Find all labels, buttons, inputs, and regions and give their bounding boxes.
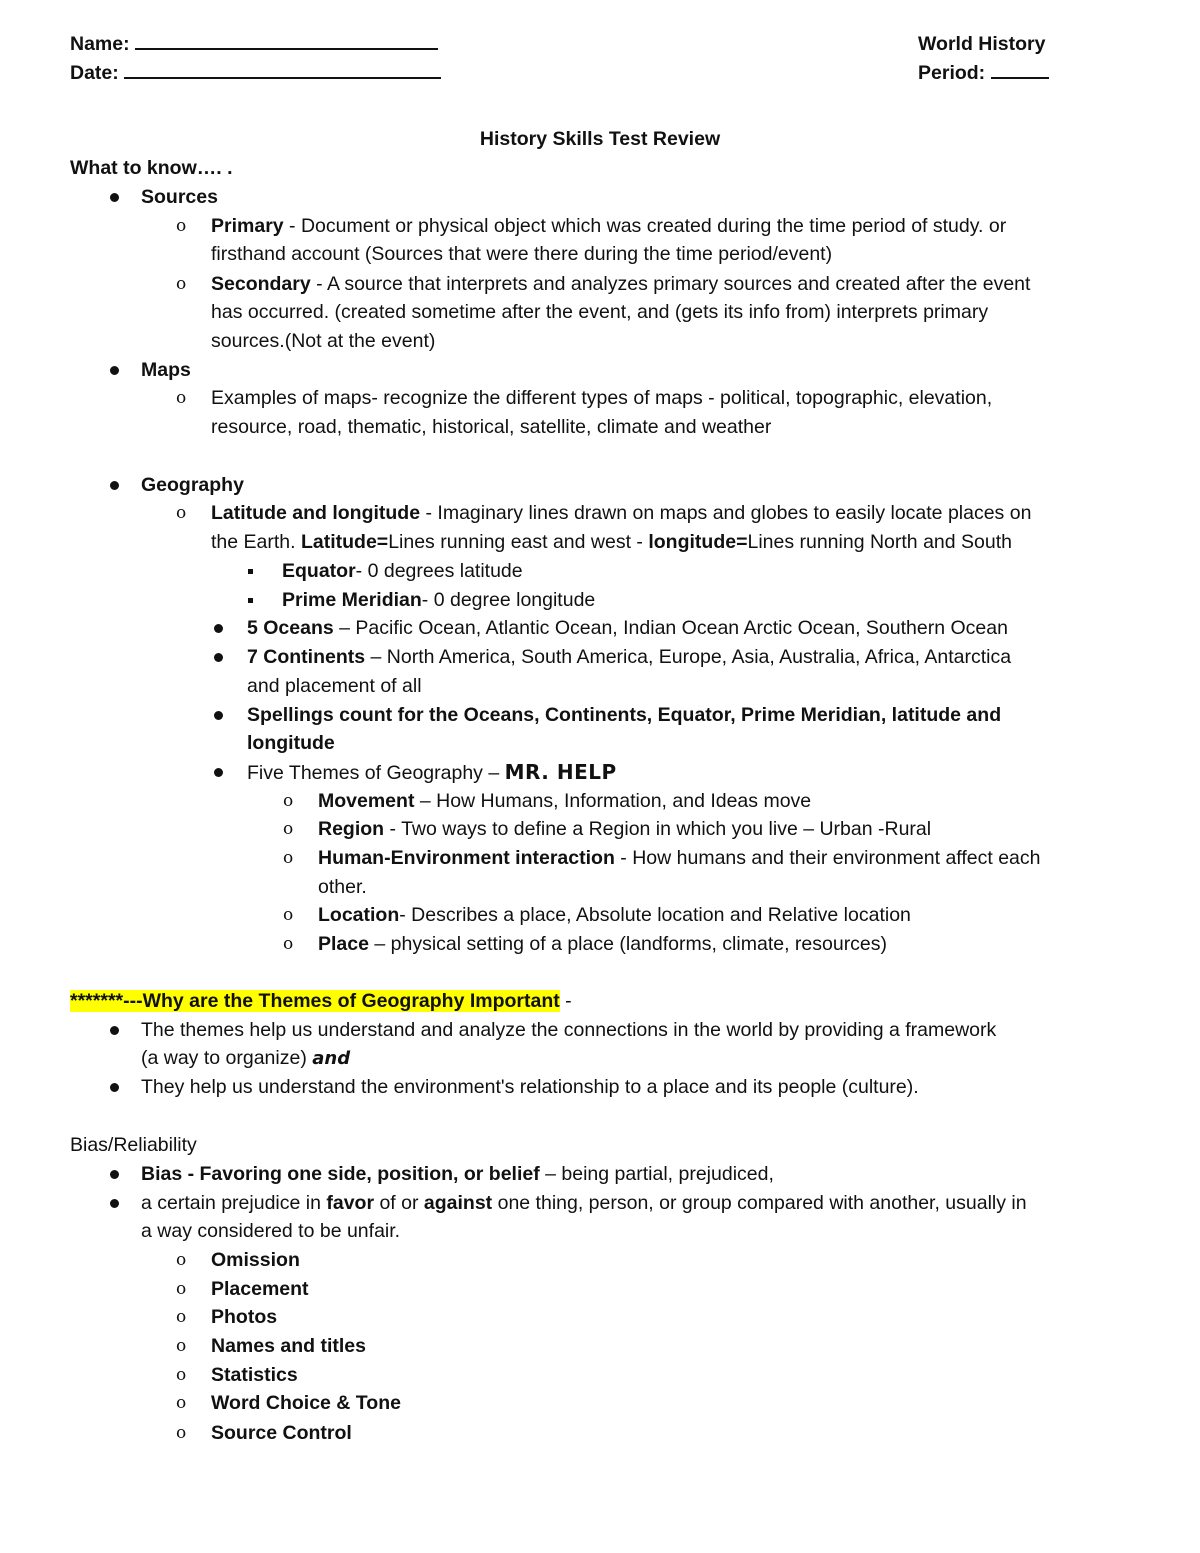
equator-item: Equator- 0 degrees latitude: [282, 560, 523, 582]
course-name: World History: [918, 33, 1046, 55]
bias-type: Placement: [211, 1278, 309, 1300]
period-blank[interactable]: [991, 59, 1049, 79]
period-label: Period:: [918, 59, 1049, 87]
why-point-2: They help us understand the environment's relationship to a place and its people (culture).: [141, 1076, 919, 1098]
bullet-icon: [110, 1199, 119, 1208]
bias-type: Omission: [211, 1249, 300, 1271]
sub-bullet-icon: o: [283, 791, 294, 811]
bullet-icon: [214, 711, 223, 720]
sources-label: Sources: [141, 186, 218, 208]
theme-region: Region - Two ways to define a Region in which you live – Urban -Rural: [318, 818, 932, 840]
bias-type: Statistics: [211, 1364, 298, 1386]
oceans-item: 5 Oceans – Pacific Ocean, Atlantic Ocean, Indian Ocean Arctic Ocean, Southern Ocean: [247, 617, 1008, 639]
maps-description-cont: resource, road, thematic, historical, satellite, climate and weather: [211, 416, 772, 438]
bullet-icon: [214, 653, 223, 662]
latlong-definition-cont: the Earth. Latitude=Lines running east and west - longitude=Lines running North and South: [211, 531, 1012, 553]
intro-heading: What to know…. .: [70, 157, 233, 179]
spellings-note: Spellings count for the Oceans, Continents, Equator, Prime Meridian, latitude and: [247, 704, 1002, 726]
bullet-icon: [214, 768, 223, 777]
five-themes-heading: Five Themes of Geography – MR. HELP: [247, 760, 617, 784]
primary-definition-cont: firsthand account (Sources that were there during the time period/event): [211, 243, 833, 265]
theme-human-environment: Human-Environment interaction - How humans and their environment affect each: [318, 847, 1041, 869]
why-point-1-cont: (a way to organize) and: [141, 1047, 351, 1069]
sub-bullet-icon: o: [176, 1365, 187, 1385]
secondary-definition: Secondary - A source that interprets and analyzes primary sources and created after the event: [211, 273, 1031, 295]
sub-bullet-icon: o: [283, 934, 294, 954]
name-label: Name:: [70, 30, 438, 58]
sub-bullet-icon: o: [176, 274, 187, 294]
sub-bullet-icon: o: [176, 388, 187, 408]
sub-bullet-icon: o: [176, 1393, 187, 1413]
bias-type: Source Control: [211, 1422, 352, 1444]
bias-type: Names and titles: [211, 1335, 366, 1357]
square-bullet-icon: [248, 569, 253, 574]
why-point-1: The themes help us understand and analyze the connections in the world by providing a framework: [141, 1019, 997, 1041]
sub-bullet-icon: o: [283, 848, 294, 868]
name-blank[interactable]: [135, 30, 438, 50]
primary-definition: Primary - Document or physical object which was created during the time period of study. or: [211, 215, 1007, 237]
sub-bullet-icon: o: [176, 1250, 187, 1270]
bullet-icon: [214, 624, 223, 633]
bias-definition: Bias - Favoring one side, position, or belief – being partial, prejudiced,: [141, 1163, 774, 1185]
theme-movement: Movement – How Humans, Information, and Ideas move: [318, 790, 812, 812]
bias-description: a certain prejudice in favor of or against one thing, person, or group compared with another, usually in: [141, 1192, 1027, 1214]
bullet-icon: [110, 1083, 119, 1092]
sub-bullet-icon: o: [176, 1423, 187, 1443]
sub-bullet-icon: o: [176, 216, 187, 236]
continents-item: 7 Continents – North America, South America, Europe, Asia, Australia, Africa, Antarctica: [247, 646, 1012, 668]
bias-description-cont: a way considered to be unfair.: [141, 1220, 401, 1242]
secondary-definition-cont: sources.(Not at the event): [211, 330, 436, 352]
sub-bullet-icon: o: [176, 1279, 187, 1299]
theme-human-environment-cont: other.: [318, 876, 367, 898]
prime-meridian-item: Prime Meridian- 0 degree longitude: [282, 589, 596, 611]
geography-label: Geography: [141, 474, 244, 496]
square-bullet-icon: [248, 598, 253, 603]
theme-place: Place – physical setting of a place (landforms, climate, resources): [318, 933, 888, 955]
sub-bullet-icon: o: [176, 503, 187, 523]
continents-item-cont: and placement of all: [247, 675, 422, 697]
sub-bullet-icon: o: [176, 1336, 187, 1356]
secondary-definition-cont: has occurred. (created sometime after the event, and (gets its info from) interprets primary: [211, 301, 989, 323]
bullet-icon: [110, 1170, 119, 1179]
latlong-definition: Latitude and longitude - Imaginary lines drawn on maps and globes to easily locate places on: [211, 502, 1032, 524]
bias-type: Word Choice & Tone: [211, 1392, 401, 1414]
maps-description: Examples of maps- recognize the different types of maps - political, topographic, elevation,: [211, 387, 993, 409]
bullet-icon: [110, 366, 119, 375]
maps-label: Maps: [141, 359, 191, 381]
date-label: Date:: [70, 59, 441, 87]
sub-bullet-icon: o: [176, 1307, 187, 1327]
sub-bullet-icon: o: [283, 905, 294, 925]
spellings-note-cont: longitude: [247, 732, 335, 754]
why-important-heading: *******---Why are the Themes of Geography Important -: [70, 990, 572, 1012]
sub-bullet-icon: o: [283, 819, 294, 839]
mr-help-mnemonic: MR. HELP: [504, 760, 617, 784]
theme-location: Location- Describes a place, Absolute location and Relative location: [318, 904, 911, 926]
bias-type: Photos: [211, 1306, 278, 1328]
date-blank[interactable]: [124, 59, 441, 79]
bullet-icon: [110, 193, 119, 202]
bullet-icon: [110, 481, 119, 490]
bias-heading: Bias/Reliability: [70, 1134, 197, 1156]
page-title: History Skills Test Review: [479, 128, 721, 150]
bullet-icon: [110, 1026, 119, 1035]
